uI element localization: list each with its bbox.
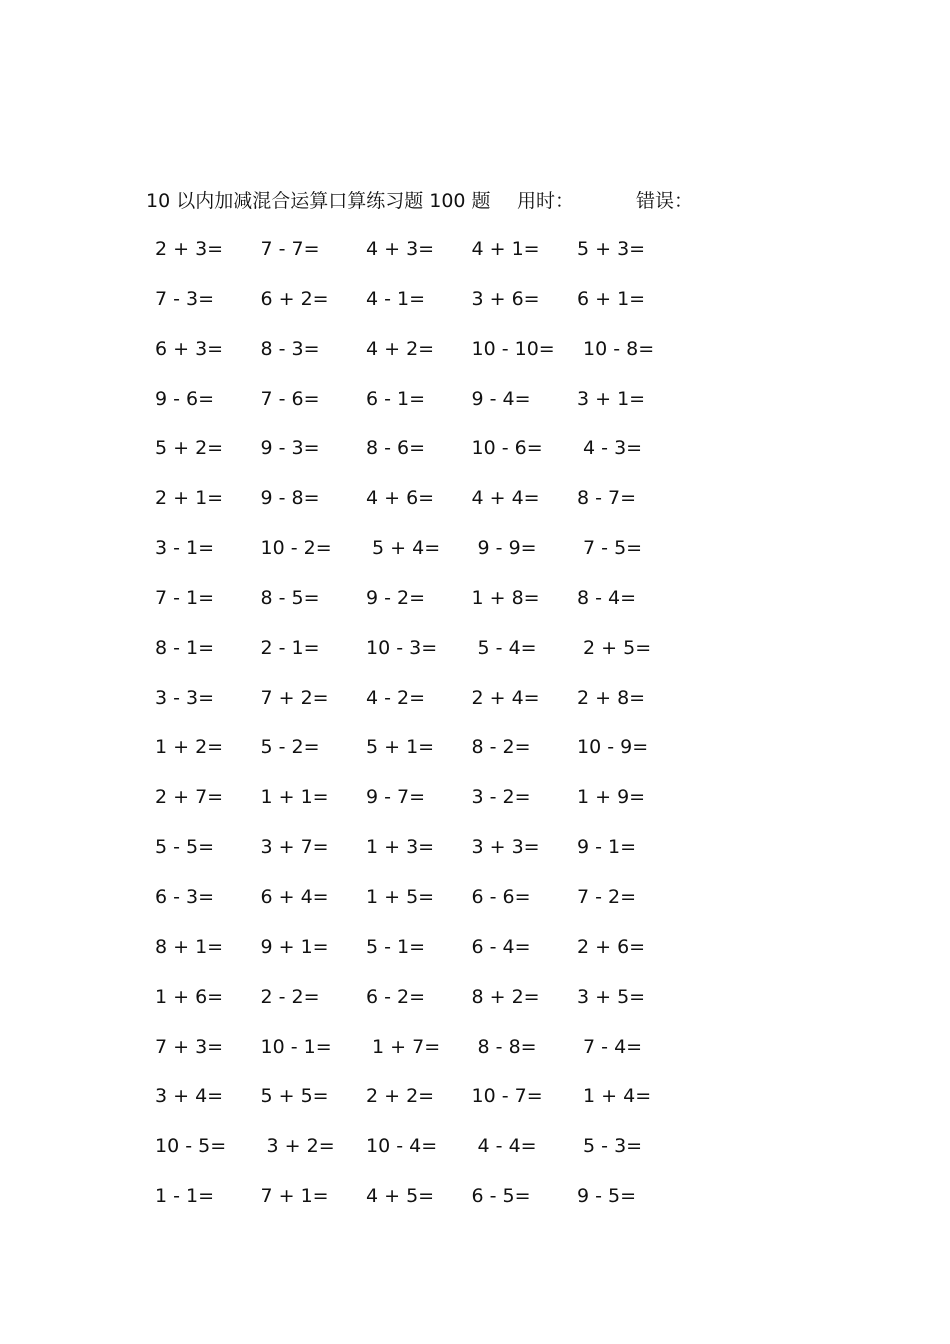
arithmetic-problem: 4 + 4= [471, 487, 540, 510]
arithmetic-problem: 8 + 2= [471, 985, 540, 1008]
arithmetic-problem: 2 + 1= [155, 487, 224, 510]
problem-row [150, 782, 680, 832]
arithmetic-problem: 7 + 1= [260, 1185, 329, 1208]
problem-row [150, 1181, 680, 1231]
arithmetic-problem: 4 + 3= [366, 238, 435, 260]
arithmetic-problem: 5 + 3= [577, 238, 646, 260]
arithmetic-problem: 5 + 2= [155, 437, 224, 460]
arithmetic-problem: 10 - 6= [471, 437, 543, 460]
problem-row [150, 683, 680, 733]
arithmetic-problem: 1 + 5= [366, 885, 435, 908]
arithmetic-problem: 9 - 4= [471, 387, 531, 410]
arithmetic-problem: 8 - 6= [366, 437, 426, 460]
arithmetic-problem: 5 - 1= [366, 935, 426, 958]
arithmetic-problem: 3 + 2= [260, 1135, 335, 1158]
arithmetic-problem: 3 + 7= [260, 836, 329, 859]
arithmetic-problem: 6 + 4= [260, 885, 329, 908]
arithmetic-problem: 10 - 3= [366, 636, 438, 659]
problem-row [150, 1081, 680, 1131]
arithmetic-problem: 6 - 2= [366, 985, 426, 1008]
arithmetic-problem: 8 - 1= [155, 636, 215, 659]
arithmetic-problem: 9 - 8= [260, 487, 320, 510]
arithmetic-problem: 2 + 6= [577, 935, 646, 958]
arithmetic-problem: 2 + 2= [366, 1085, 435, 1108]
arithmetic-problem: 10 - 8= [577, 337, 655, 360]
arithmetic-problem: 5 + 1= [366, 736, 435, 759]
arithmetic-problem: 2 + 5= [577, 636, 652, 659]
arithmetic-problem: 5 + 5= [260, 1085, 329, 1108]
problem-row [150, 533, 680, 583]
arithmetic-problem: 6 - 6= [471, 885, 531, 908]
arithmetic-problem: 2 - 1= [260, 636, 320, 659]
arithmetic-problem: 5 - 4= [471, 636, 537, 659]
arithmetic-problem: 3 - 2= [471, 786, 531, 809]
arithmetic-problem: 10 - 10= [471, 337, 555, 360]
arithmetic-problem: 7 - 2= [577, 885, 637, 908]
arithmetic-problem: 1 + 8= [471, 586, 540, 609]
arithmetic-problem: 8 - 8= [471, 1035, 537, 1058]
arithmetic-problem: 7 - 6= [260, 387, 320, 410]
arithmetic-problem: 3 - 3= [155, 686, 215, 709]
arithmetic-problem: 1 + 4= [577, 1085, 652, 1108]
arithmetic-problem: 8 + 1= [155, 935, 224, 958]
time-used-label: 用时： [517, 190, 575, 212]
arithmetic-problem: 8 - 4= [577, 586, 637, 609]
arithmetic-problem: 7 - 4= [577, 1035, 643, 1058]
arithmetic-problem: 2 + 4= [471, 686, 540, 709]
arithmetic-problem: 9 - 2= [366, 586, 426, 609]
problem-row [150, 334, 680, 384]
arithmetic-problem: 2 + 8= [577, 686, 646, 709]
arithmetic-problem: 7 - 1= [155, 586, 215, 609]
arithmetic-problem: 5 + 4= [366, 537, 441, 560]
arithmetic-problem: 3 + 6= [471, 287, 540, 310]
arithmetic-problem: 4 + 5= [366, 1185, 435, 1208]
problem-grid [150, 234, 680, 1231]
arithmetic-problem: 2 + 3= [155, 238, 224, 260]
arithmetic-problem: 8 - 7= [577, 487, 637, 510]
arithmetic-problem: 3 + 5= [577, 985, 646, 1008]
arithmetic-problem: 6 + 3= [155, 337, 224, 360]
arithmetic-problem: 4 + 6= [366, 487, 435, 510]
arithmetic-problem: 10 - 7= [471, 1085, 543, 1108]
arithmetic-problem: 9 + 1= [260, 935, 329, 958]
problem-row [150, 483, 680, 533]
arithmetic-problem: 3 + 3= [471, 836, 540, 859]
arithmetic-problem: 10 - 1= [260, 1035, 332, 1058]
arithmetic-problem: 9 - 1= [577, 836, 637, 859]
arithmetic-problem: 4 + 1= [471, 238, 540, 260]
arithmetic-problem: 1 + 7= [366, 1035, 441, 1058]
arithmetic-problem: 6 - 1= [366, 387, 426, 410]
arithmetic-problem: 3 - 1= [155, 537, 215, 560]
arithmetic-problem: 1 + 6= [155, 985, 224, 1008]
arithmetic-problem: 10 - 2= [260, 537, 332, 560]
problem-row [150, 982, 680, 1032]
arithmetic-problem: 1 + 1= [260, 786, 329, 809]
arithmetic-problem: 4 + 2= [366, 337, 435, 360]
arithmetic-problem: 8 - 2= [471, 736, 531, 759]
error-count-label: 错误： [636, 190, 694, 212]
problem-row [150, 583, 680, 633]
arithmetic-problem: 3 + 4= [155, 1085, 224, 1108]
arithmetic-problem: 1 + 3= [366, 836, 435, 859]
arithmetic-problem: 6 - 3= [155, 885, 215, 908]
problem-row [150, 284, 680, 334]
problem-row [150, 1032, 680, 1082]
problem-row [150, 633, 680, 683]
problem-row [150, 1131, 680, 1181]
arithmetic-problem: 10 - 5= [155, 1135, 227, 1158]
arithmetic-problem: 4 - 1= [366, 287, 426, 310]
arithmetic-problem: 1 + 2= [155, 736, 224, 759]
arithmetic-problem: 10 - 4= [366, 1135, 438, 1158]
problem-row [150, 932, 680, 982]
arithmetic-problem: 1 + 9= [577, 786, 646, 809]
arithmetic-problem: 7 + 2= [260, 686, 329, 709]
arithmetic-problem: 4 - 4= [471, 1135, 537, 1158]
arithmetic-problem: 8 - 3= [260, 337, 320, 360]
arithmetic-problem: 9 - 5= [577, 1185, 637, 1208]
arithmetic-problem: 9 - 6= [155, 387, 215, 410]
problem-row [150, 832, 680, 882]
arithmetic-problem: 8 - 5= [260, 586, 320, 609]
arithmetic-problem: 2 - 2= [260, 985, 320, 1008]
arithmetic-problem: 6 - 4= [471, 935, 531, 958]
arithmetic-problem: 7 - 3= [155, 287, 215, 310]
arithmetic-problem: 6 - 5= [471, 1185, 531, 1208]
arithmetic-problem: 7 + 3= [155, 1035, 224, 1058]
problem-row [150, 433, 680, 483]
arithmetic-problem: 5 - 5= [155, 836, 215, 859]
problem-row [150, 384, 680, 434]
problem-row [150, 882, 680, 932]
arithmetic-problem: 3 + 1= [577, 387, 646, 410]
arithmetic-problem: 7 - 5= [577, 537, 643, 560]
worksheet-title: 10 以内加减混合运算口算练习题 100 题 [146, 190, 491, 212]
arithmetic-problem: 4 - 3= [577, 437, 643, 460]
arithmetic-problem: 2 + 7= [155, 786, 224, 809]
arithmetic-problem: 10 - 9= [577, 736, 649, 759]
arithmetic-problem: 9 - 7= [366, 786, 426, 809]
arithmetic-problem: 7 - 7= [260, 238, 320, 260]
arithmetic-problem: 1 - 1= [155, 1185, 215, 1208]
arithmetic-problem: 9 - 9= [471, 537, 537, 560]
arithmetic-problem: 5 - 2= [260, 736, 320, 759]
problem-row [150, 234, 680, 284]
problem-row [150, 732, 680, 782]
arithmetic-problem: 6 + 1= [577, 287, 646, 310]
arithmetic-problem: 6 + 2= [260, 287, 329, 310]
arithmetic-problem: 5 - 3= [577, 1135, 643, 1158]
arithmetic-problem: 9 - 3= [260, 437, 320, 460]
arithmetic-problem: 4 - 2= [366, 686, 426, 709]
